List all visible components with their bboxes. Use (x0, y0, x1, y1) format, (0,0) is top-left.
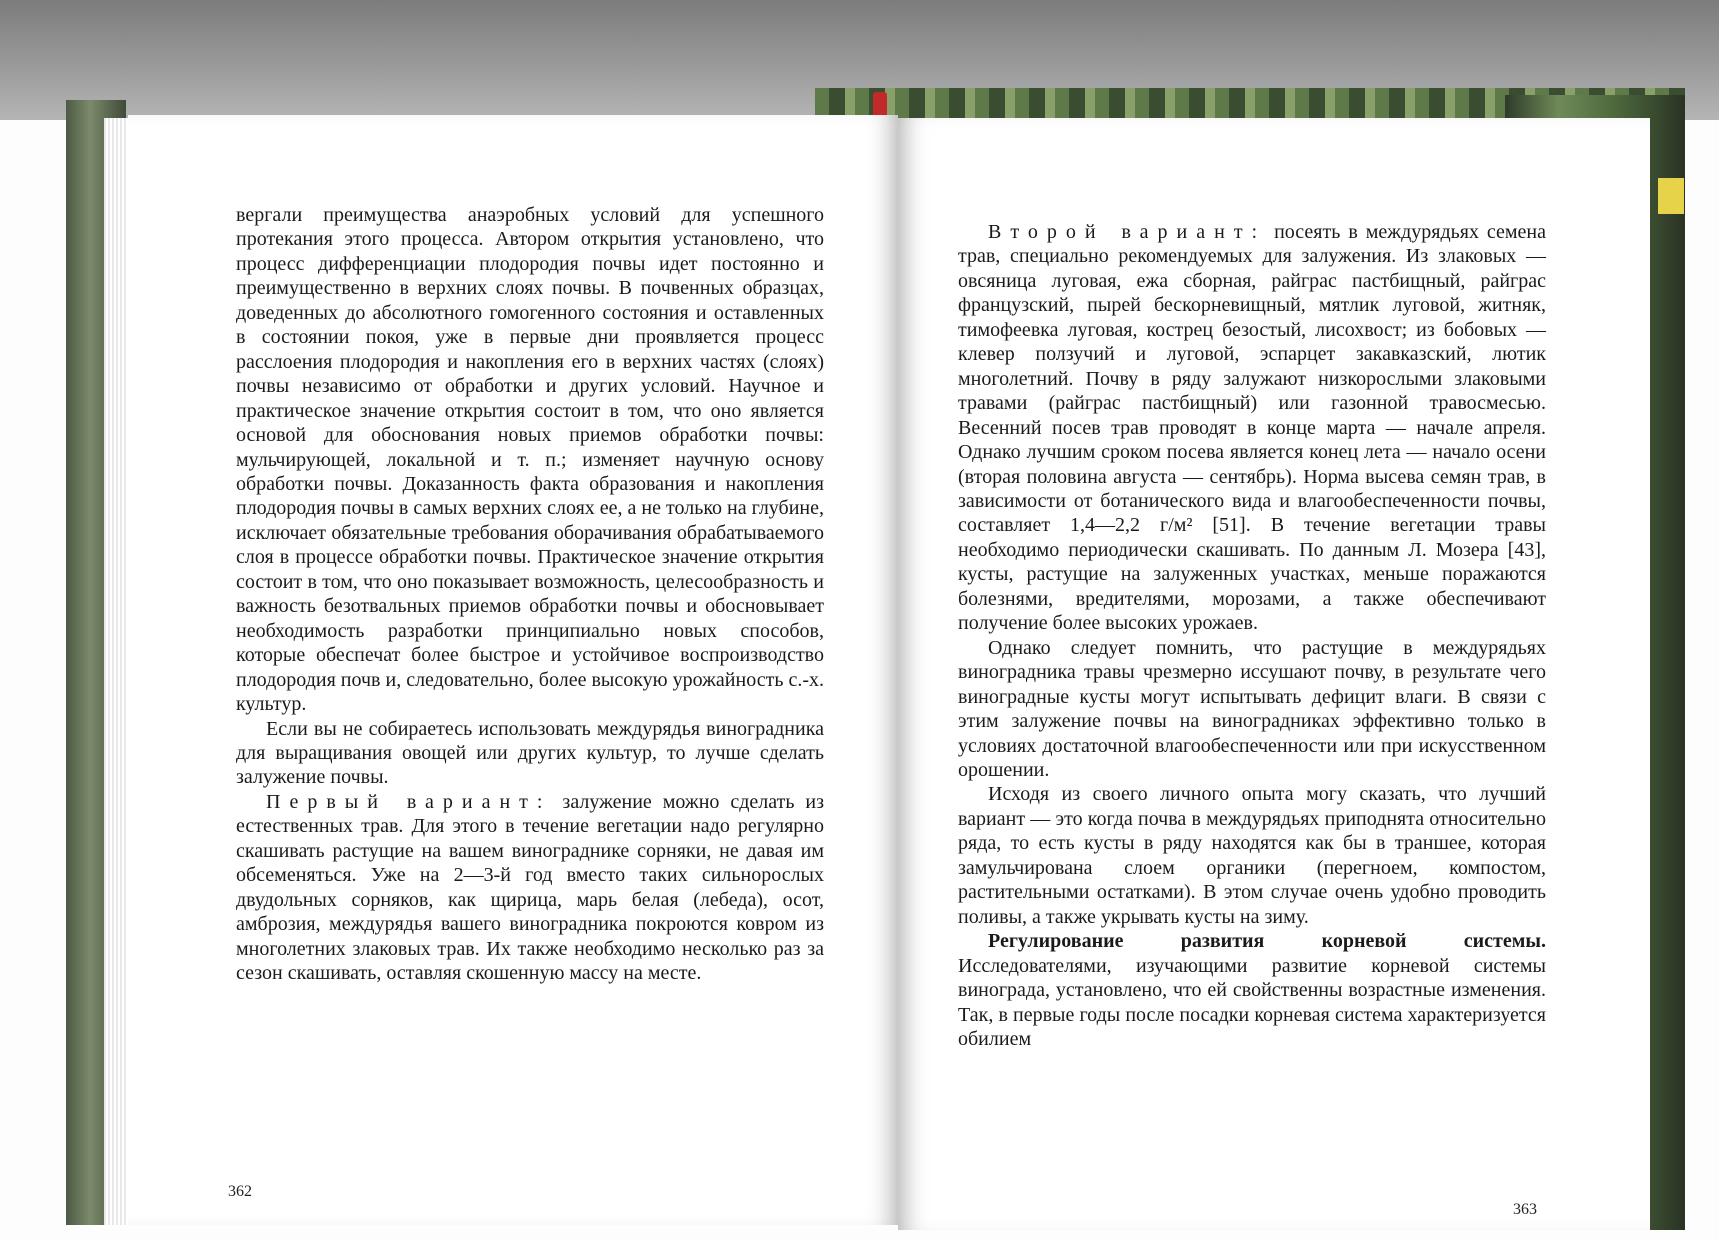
variant-label: Второй вариант: (988, 221, 1267, 243)
page-edges (104, 118, 130, 1225)
paragraph (958, 220, 1546, 636)
page-number: 362 (228, 1183, 252, 1200)
left-page-text (236, 203, 824, 986)
variant-label: Первый вариант: (266, 790, 552, 813)
paragraph: Однако следует помнить, что растущие в междурядьях виноградника травы чрезмерно иссушают почву, в результате чего виноградные кусты могут испытывать дефицит влаги. В связи с этим залужение почвы на виноградниках эффективно только в условиях достаточной влагообеспеченности или при искусственном орошении. (958, 636, 1546, 781)
left-page (128, 115, 898, 1225)
right-page (898, 118, 1650, 1230)
right-page-text (958, 220, 1546, 1051)
paragraph: Исходя из своего личного опыта могу сказать, что лучший вариант — это когда почва в междурядьях приподнята относительно ряда, то есть кусты в ряду находятся как бы в траншее, которая замульчирована слоем органики (перегноем, компостом, растительными остатками). В этом случае очень удобно проводить поливы, а также укрывать кусты на зиму. (958, 783, 1546, 928)
section-text: Исследователями, изучающими развитие корневой системы винограда, установлено, что ей свойственны возрастные изменения. Так, в первые годы после посадки корневая система характеризуется обилием (958, 954, 1546, 1050)
variant-text: залужение можно сделать из естественных трав. Для этого в течение вегетации надо регулярно скашивать растущие на вашем винограднике сорняки, не давая им обсеменяться. Уже на 2—3-й год вместо таких сильнорослых двудольных сорняков, как щирица, марь белая (лебеда), осот, амброзия, междурядья вашего виноградника покроются ковром из многолетних злаковых трав. Их также необходимо несколько раз за сезон скашивать, оставляя скошенную массу на месте. (236, 790, 825, 985)
cover-label-tab (1658, 178, 1684, 214)
page-number: 363 (1513, 1201, 1537, 1218)
section-heading: Регулирование развития корневой системы. (988, 930, 1546, 953)
paragraph (958, 929, 1546, 1051)
paragraph: вергали преимущества анаэробных условий для успешного протекания этого процесса. Автором открытия установлено, что процесс дифференциации плодородия почвы идет постоянно и преимущественно в верхних слоях почвы. В почвенных образцах, доведенных до абсолютного гомогенного состояния и оставленных в состоянии покоя, уже в первые дни проявляется процесс расслоения плодородия и накопления его в верхних частях (слоях) почвы независимо от обработки и других условий. Научное и практическое значение открытия состоит в том, что оно является основой для обоснования новых приемов обработки почвы: мульчирующей, локальной и т. п.; изменяет научную основу обработки почвы. Доказанность факта образования и накопления плодородия почвы в самых верхних слоях ее, а не только на глубине, исключает обязательные требования оборачивания обрабатываемого слоя в процессе обработки почвы. Практическое значение открытия состоит в том, что оно показывает возможность, целесообразность и важность безотвальных приемов обработки почвы и обосновывает необходимость разработки принципиально новых способов, которые обеспечат более быстрое и устойчивое воспроизводство плодородия почв и, следовательно, более высокую урожайность с.-х. культур. (236, 204, 824, 716)
paragraph (236, 790, 824, 986)
variant-text: посеять в междурядьях семена трав, специально рекомендуемых для залужения. Из злаковых — овсяница луговая, ежа сборная, райграс пастбищный, райграс французский, пырей бескорневищный, мятлик луговой, житняк, тимофеевка луговая, кострец безостый, лисохвост; из бобовых — клевер ползучий и луговой, эспарцет закавказский, лютик многолетний. Почву в ряду залужают низкорослыми злаковыми травами (райграс пастбищный) или газонной травосмесью. Весенний посев трав проводят в конце марта — начале апреля. Однако лучшим сроком посева является конец лета — начало осени (вторая половина августа — сентябрь). Норма высева семян трав, в зависимости от ботанического вида и влагообеспеченности почвы, составляет 1,4—2,2 г/м² [51]. В течение вегетации травы необходимо периодически скашивать. По данным Л. Мозера [43], кусты, растущие на залуженных участках, меньше поражаются болезнями, вредителями, морозами, а также обеспечивают получение более высоких урожаев. (958, 221, 1547, 635)
paragraph: Если вы не собираетесь использовать междурядья виноградника для выращивания овощей или других культур, то лучше сделать залужение почвы. (236, 717, 824, 789)
